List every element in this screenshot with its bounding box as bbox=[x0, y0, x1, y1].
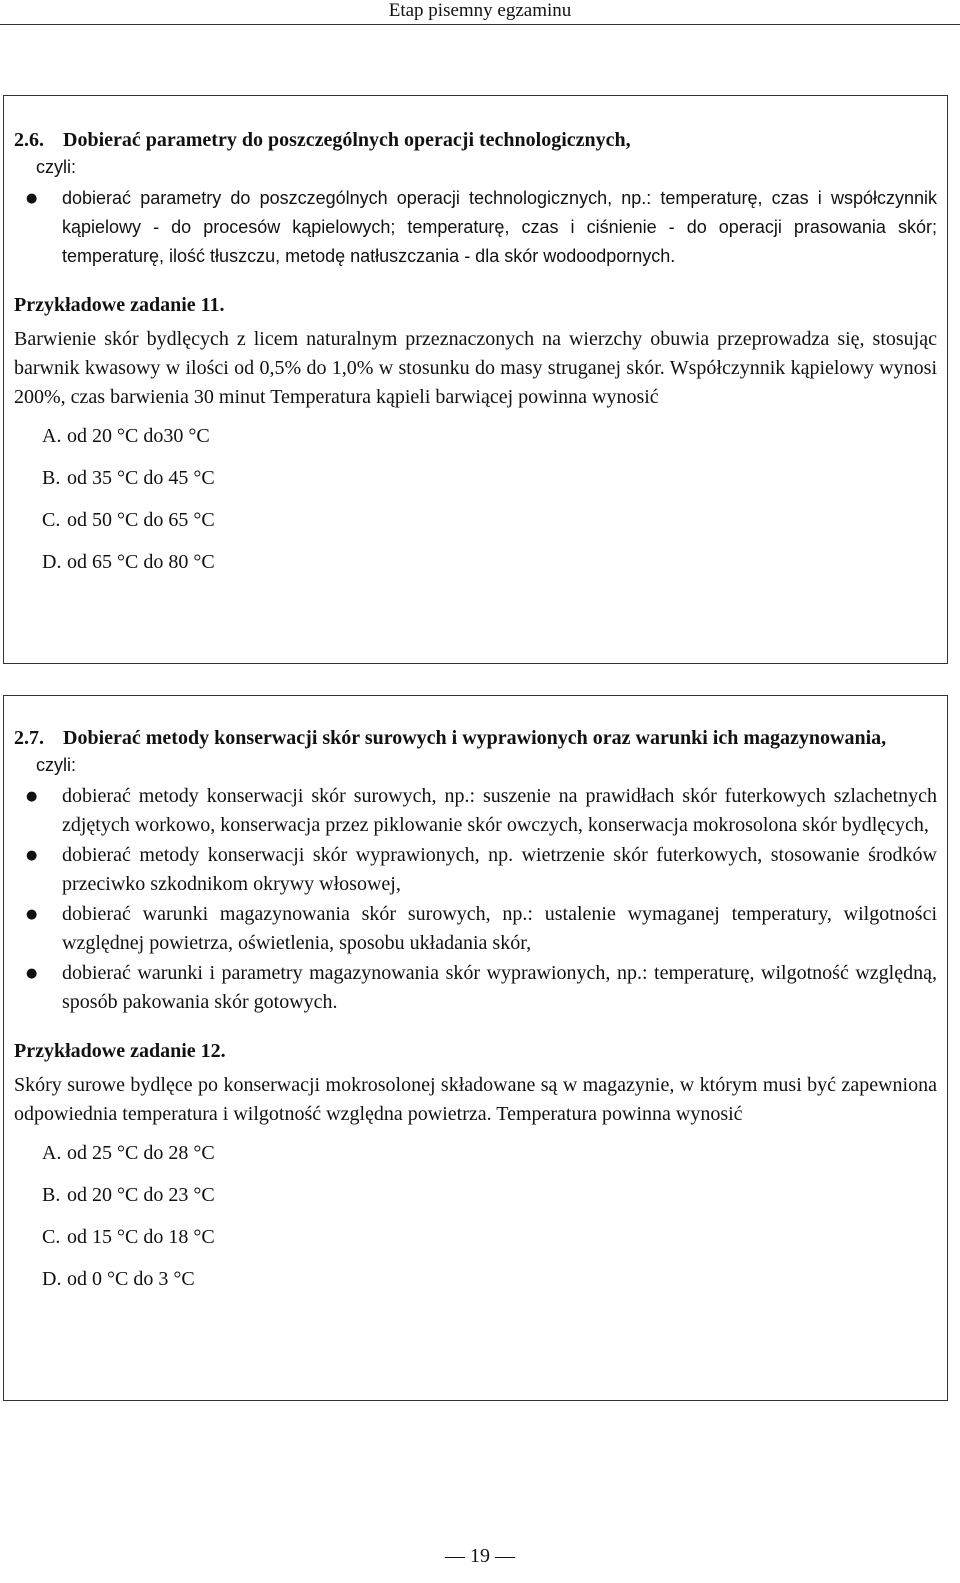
section-2-6-box bbox=[3, 95, 948, 664]
section-number: 2.7. bbox=[14, 727, 44, 749]
task-text: Skóry surowe bydlęce po konserwacji mokrosolonej składowane są w magazynie, w którym musi być zapewniona odpowiednia temperatura i wilgotność względna powietrza. Temperatura powinna wynosić bbox=[14, 1074, 937, 1125]
list-item-text: dobierać metody konserwacji skór wyprawionych, np. wietrzenie skór futerkowych, stosowanie środków przeciwko szkodnikom okrywy włosowej, bbox=[62, 844, 937, 895]
bullet-list bbox=[14, 782, 937, 1017]
answer-option-c bbox=[42, 1223, 937, 1265]
answer-option-c bbox=[42, 506, 937, 548]
task-title: Przykładowe zadanie 12. bbox=[14, 1040, 226, 1062]
option-text: od 0 °C do 3 °C bbox=[67, 1268, 195, 1290]
option-letter: D. bbox=[42, 551, 62, 573]
list-item-text: dobierać warunki i parametry magazynowania skór wyprawionych, np.: temperaturę, wilgotność względną, sposób pakowania skór gotowych. bbox=[62, 962, 937, 1013]
answer-option-b bbox=[42, 1181, 937, 1223]
list-item bbox=[14, 184, 937, 271]
section-heading bbox=[14, 724, 937, 752]
list-item-text: dobierać metody konserwacji skór surowych, np.: suszenie na prawidłach skór futerkowych szlachetnych zdjętych workowo, konserwacja przez piklowanie skór owczych, konserwacja mokrosolona skór bydlęcych, bbox=[62, 785, 937, 836]
option-text: od 35 °C do 45 °C bbox=[67, 467, 215, 489]
answer-option-d bbox=[42, 548, 937, 590]
bullet-icon: ● bbox=[26, 848, 38, 863]
task-text: Barwienie skór bydlęcych z licem naturalnym przeznaczonych na wierzchy obuwia przeprowadza się, stosując barwnik kwasowy w ilości od 0,5% do 1,0% w stosunku do masy struganej skór. Współczynnik kąpielowy wynosi 200%, czas barwienia 30 minut Temperatura kąpieli barwiącej powinna wynosić bbox=[14, 328, 937, 408]
answer-options bbox=[14, 422, 937, 590]
option-letter: D. bbox=[42, 1268, 62, 1290]
list-item bbox=[14, 782, 937, 840]
option-text: od 20 °C do 23 °C bbox=[67, 1184, 215, 1206]
option-letter: A. bbox=[42, 425, 62, 447]
answer-option-d bbox=[42, 1265, 937, 1307]
bullet-icon: ● bbox=[26, 966, 38, 981]
option-letter: C. bbox=[42, 1226, 61, 1248]
czyli-label: czyli: bbox=[36, 755, 76, 775]
section-title: Dobierać parametry do poszczególnych operacji technologicznych, bbox=[63, 129, 631, 151]
list-item-text: dobierać warunki magazynowania skór surowych, np.: ustalenie wymaganej temperatury, wilgotności względnej powietrza, oświetlenia, sposobu układania skór, bbox=[62, 903, 937, 954]
answer-options bbox=[14, 1139, 937, 1307]
section-2-7-box bbox=[3, 695, 948, 1401]
task-title: Przykładowe zadanie 11. bbox=[14, 294, 225, 316]
option-letter: B. bbox=[42, 1184, 61, 1206]
page-number: — 19 — bbox=[445, 1545, 515, 1567]
czyli-label: czyli: bbox=[36, 157, 76, 177]
bullet-icon: ● bbox=[26, 907, 38, 922]
section-title: Dobierać metody konserwacji skór surowych i wyprawionych oraz warunki ich magazynowania, bbox=[63, 727, 887, 749]
list-item-text: dobierać parametry do poszczególnych operacji technologicznych, np.: temperaturę, czas i współczynnik kąpielowy - do procesów kąpielowych; temperaturę, czas i ciśnienie - do operacji prasowania skór; temperaturę, ilość tłuszczu, metodę natłuszczania - dla skór wodoodpornych. bbox=[62, 188, 937, 266]
section-number: 2.6. bbox=[14, 129, 44, 151]
bullet-icon: ● bbox=[26, 789, 38, 804]
option-letter: C. bbox=[42, 509, 61, 531]
answer-option-a bbox=[42, 422, 937, 464]
option-text: od 65 °C do 80 °C bbox=[67, 551, 215, 573]
list-item bbox=[14, 841, 937, 899]
option-letter: A. bbox=[42, 1142, 62, 1164]
option-text: od 25 °C do 28 °C bbox=[67, 1142, 215, 1164]
list-item bbox=[14, 959, 937, 1017]
answer-option-b bbox=[42, 464, 937, 506]
option-text: od 20 °C do30 °C bbox=[67, 425, 210, 447]
answer-option-a bbox=[42, 1139, 937, 1181]
option-text: od 50 °C do 65 °C bbox=[67, 509, 215, 531]
running-header: Etap pisemny egzaminu bbox=[0, 0, 960, 25]
list-item bbox=[14, 900, 937, 958]
section-heading bbox=[14, 126, 937, 154]
option-text: od 15 °C do 18 °C bbox=[67, 1226, 215, 1248]
bullet-list bbox=[14, 184, 937, 271]
option-letter: B. bbox=[42, 467, 61, 489]
bullet-icon: ● bbox=[26, 191, 38, 206]
